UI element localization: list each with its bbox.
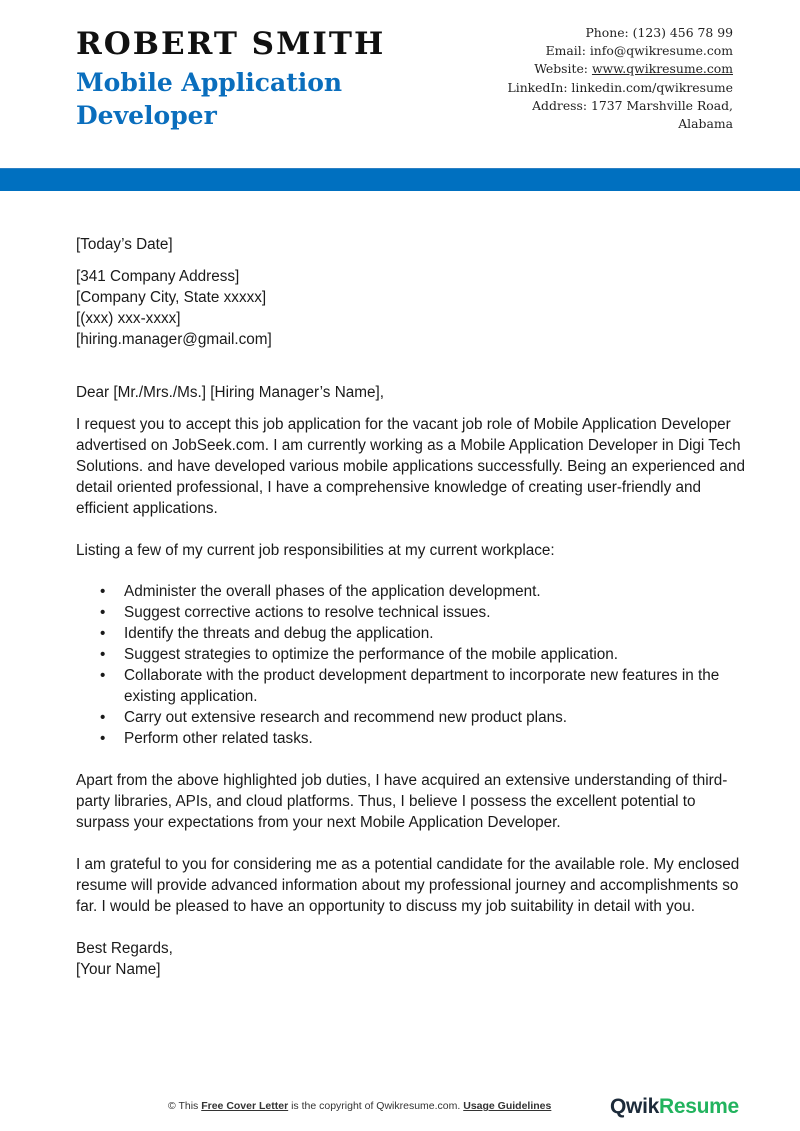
- letter-date: [Today’s Date]: [76, 236, 173, 253]
- paragraph-closing: I am grateful to you for considering me as a potential candidate for the available role. My enclosed resume will provide advanced information about my professional journey and accomplishments so far. I would be pleased to have an opportunity to discuss my job suitability in detail with you.: [76, 856, 740, 915]
- page-footer: [0, 1095, 800, 1119]
- logo-resume: Resume: [658, 1095, 739, 1118]
- list-item: [100, 665, 746, 707]
- signature: [Your Name]: [76, 961, 161, 978]
- salutation: Dear [Mr./Mrs./Ms.] [Hiring Manager’s Name],: [76, 384, 384, 401]
- contact-website: [433, 60, 733, 78]
- duty-text: Perform other related tasks.: [124, 730, 313, 747]
- contact-email: Email: info@qwikresume.com: [545, 43, 733, 59]
- free-cover-letter-link[interactable]: Free Cover Letter: [201, 1100, 289, 1112]
- contact-phone: Phone: (123) 456 78 99: [585, 25, 733, 40]
- contact-address-line2: Alabama: [678, 116, 733, 132]
- recipient-email: [hiring.manager@gmail.com]: [76, 331, 272, 348]
- list-item: [100, 707, 746, 728]
- duty-text: Administer the overall phases of the application development.: [124, 583, 541, 600]
- bullet-icon: •: [100, 709, 106, 726]
- copyright-notice: [168, 1100, 551, 1112]
- bullet-icon: •: [100, 604, 106, 621]
- applicant-name: ROBERT SMITH: [76, 26, 386, 62]
- bullet-icon: •: [100, 646, 106, 663]
- list-item: [100, 728, 746, 749]
- paragraph-intro: I request you to accept this job application for the vacant job role of Mobile Application Developer advertised on JobSeek.com. I am currently working as a Mobile Application Developer in Digi Tech Solutions. and have developed various mobile applications successfully. Being an experienced and detail oriented professional, I have a comprehensive knowledge of creating user-friendly and efficient applications.: [76, 416, 745, 517]
- recipient-phone: [(xxx) xxx-xxxx]: [76, 310, 181, 327]
- bullet-icon: •: [100, 625, 106, 642]
- copyright-middle: is the copyright of Qwikresume.com.: [288, 1100, 464, 1112]
- paragraph-skills: Apart from the above highlighted job duties, I have acquired an extensive understanding of third-party libraries, APIs, and cloud platforms. Thus, I believe I possess the excellent potential to surpass your expectations from your next Mobile Application Developer.: [76, 772, 728, 831]
- job-title: Mobile Application Developer: [76, 68, 343, 130]
- logo-qwik: Qwik: [610, 1095, 659, 1118]
- bullet-icon: •: [100, 730, 106, 747]
- duty-text: Suggest corrective actions to resolve technical issues.: [124, 604, 491, 621]
- recipient-address: [76, 266, 746, 350]
- duties-list: [76, 581, 746, 749]
- bullet-icon: •: [100, 667, 106, 684]
- header-divider-bar: [0, 168, 800, 191]
- contact-block: [433, 24, 733, 133]
- website-label: Website:: [534, 61, 592, 77]
- contact-address-line1: Address: 1737 Marshville Road,: [532, 97, 733, 113]
- copyright-prefix: © This: [168, 1100, 202, 1112]
- list-item: [100, 644, 746, 665]
- usage-guidelines-link[interactable]: Usage Guidelines: [463, 1100, 552, 1112]
- duty-text: Collaborate with the product development department to incorporate new features in the existing application.: [124, 667, 720, 705]
- qwikresume-logo[interactable]: [610, 1095, 739, 1119]
- letter-body: [76, 234, 746, 980]
- recipient-company-address: [341 Company Address]: [76, 268, 240, 285]
- duty-text: Carry out extensive research and recommend new product plans.: [124, 709, 567, 726]
- website-link[interactable]: www.qwikresume.com: [591, 61, 733, 77]
- bullet-icon: •: [100, 583, 106, 600]
- recipient-city-state: [Company City, State xxxxx]: [76, 289, 267, 306]
- contact-linkedin: LinkedIn: linkedin.com/qwikresume: [507, 79, 733, 95]
- duty-text: Identify the threats and debug the application.: [124, 625, 434, 642]
- duty-text: Suggest strategies to optimize the performance of the mobile application.: [124, 646, 619, 663]
- list-item: [100, 623, 746, 644]
- list-item: [100, 581, 746, 602]
- list-item: [100, 602, 746, 623]
- duties-intro: Listing a few of my current job responsibilities at my current workplace:: [76, 542, 555, 559]
- closing-phrase: Best Regards,: [76, 940, 173, 957]
